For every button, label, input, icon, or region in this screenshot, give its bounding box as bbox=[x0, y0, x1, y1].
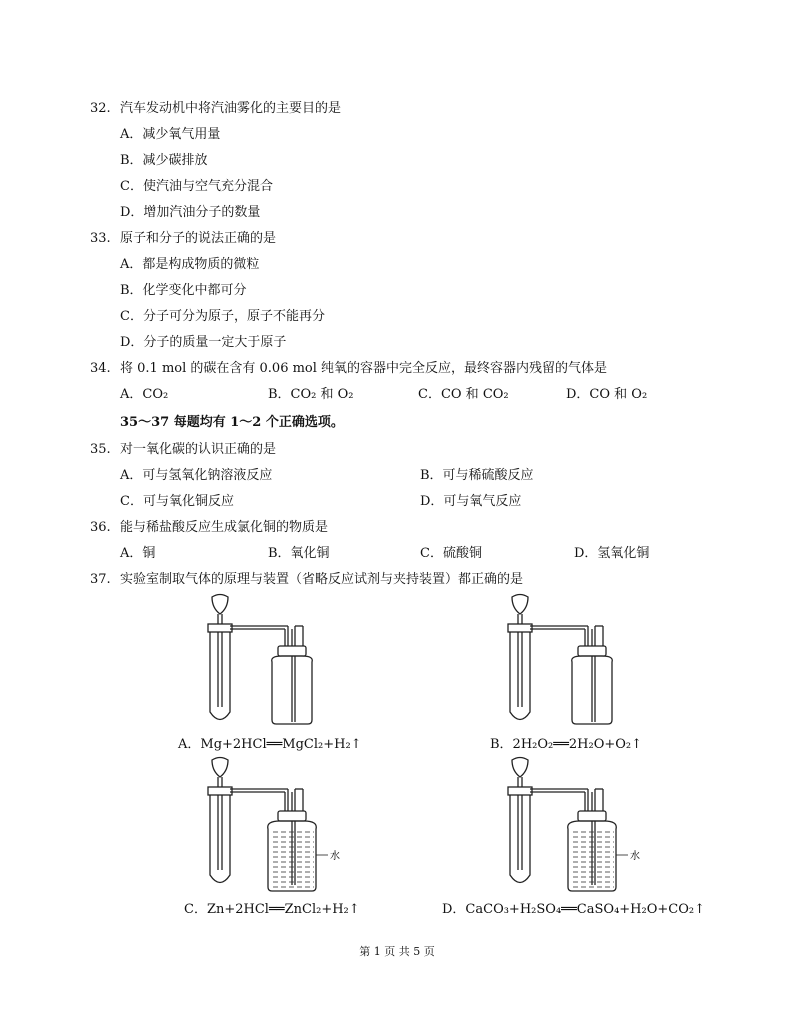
option-b: B．可与稀硫酸反应 bbox=[420, 468, 534, 483]
apparatus-label-b: B．2H₂O₂══2H₂O+O₂↑ bbox=[490, 737, 643, 752]
option-b: B．化学变化中都可分 bbox=[120, 283, 247, 298]
option-b: B．减少碳排放 bbox=[120, 153, 208, 168]
question-stem: 能与稀盐酸反应生成氯化铜的物质是 bbox=[120, 520, 329, 535]
question-number: 37. bbox=[90, 572, 111, 587]
question-stem: 实验室制取气体的原理与装置（省略反应试剂与夹持装置）都正确的是 bbox=[120, 572, 524, 587]
question-number: 35. bbox=[90, 442, 111, 457]
option-a: A．可与氢氧化钠溶液反应 bbox=[120, 468, 273, 483]
apparatus-label-a: A．Mg+2HCl══MgCl₂+H₂↑ bbox=[178, 737, 362, 752]
option-c: C．分子可分为原子，原子不能再分 bbox=[120, 309, 325, 324]
apparatus-figure-b bbox=[500, 592, 640, 727]
section-note: 35～37 每题均有 1～2 个正确选项。 bbox=[120, 415, 344, 430]
page-footer: 第 1 页 共 5 页 bbox=[359, 945, 435, 958]
option-c: C．使汽油与空气充分混合 bbox=[120, 179, 273, 194]
water-label: 水 bbox=[630, 851, 640, 862]
option-b: B．CO₂ 和 O₂ bbox=[268, 387, 354, 402]
apparatus-figure-a bbox=[200, 592, 340, 727]
water-label: 水 bbox=[330, 851, 340, 862]
option-b: B．氧化铜 bbox=[268, 546, 330, 561]
option-c: C．可与氧化铜反应 bbox=[120, 494, 234, 509]
question-stem: 原子和分子的说法正确的是 bbox=[120, 231, 277, 246]
question-stem: 汽车发动机中将汽油雾化的主要目的是 bbox=[120, 101, 342, 116]
option-d: D．可与氧气反应 bbox=[420, 494, 522, 509]
question-number: 33. bbox=[90, 231, 111, 246]
apparatus-label-c: C．Zn+2HCl══ZnCl₂+H₂↑ bbox=[184, 902, 360, 917]
apparatus-figure-d bbox=[500, 755, 660, 895]
option-c: C．硫酸铜 bbox=[420, 546, 482, 561]
question-number: 32. bbox=[90, 101, 111, 116]
option-a: A．铜 bbox=[120, 546, 156, 561]
option-a: A．CO₂ bbox=[120, 387, 169, 402]
option-c: C．CO 和 CO₂ bbox=[418, 387, 509, 402]
option-d: D．增加汽油分子的数量 bbox=[120, 205, 261, 220]
option-a: A．减少氧气用量 bbox=[120, 127, 221, 142]
question-number: 34. bbox=[90, 361, 111, 376]
question-number: 36. bbox=[90, 520, 111, 535]
option-d: D．分子的质量一定大于原子 bbox=[120, 335, 287, 350]
question-stem: 将 0.1 mol 的碳在含有 0.06 mol 纯氧的容器中完全反应，最终容器内残留的气体是 bbox=[120, 361, 608, 376]
option-a: A．都是构成物质的微粒 bbox=[120, 257, 260, 272]
option-d: D．CO 和 O₂ bbox=[566, 387, 648, 402]
option-d: D．氢氧化铜 bbox=[574, 546, 650, 561]
question-stem: 对一氧化碳的认识正确的是 bbox=[120, 442, 277, 457]
apparatus-label-d: D．CaCO₃+H₂SO₄══CaSO₄+H₂O+CO₂↑ bbox=[442, 902, 705, 917]
apparatus-figure-c bbox=[200, 755, 360, 895]
